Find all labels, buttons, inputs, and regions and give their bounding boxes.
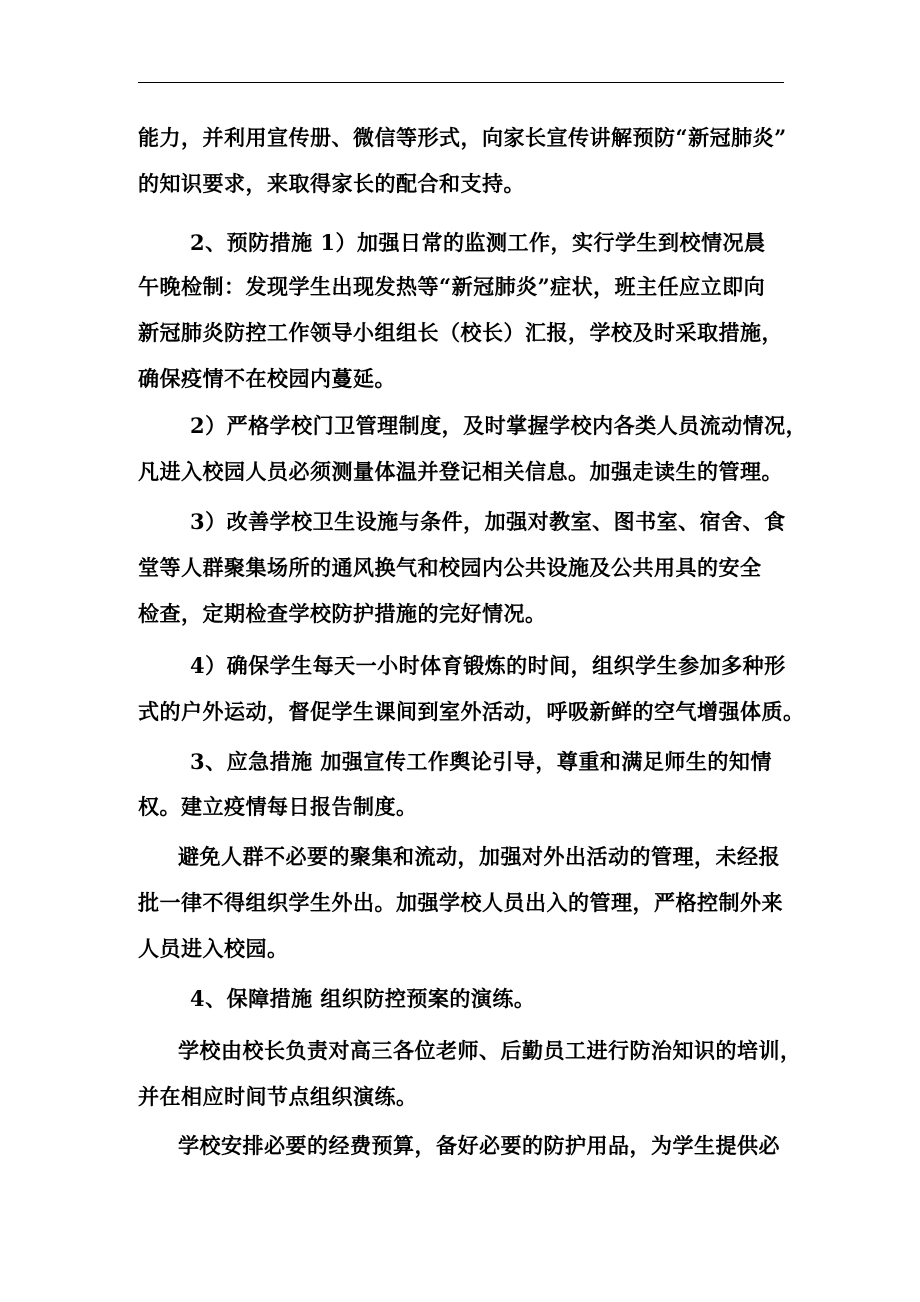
text-line-20: 学校由校长负责对高三各位老师、后勤员工进行防治知识的培训，: [178, 1038, 802, 1063]
text-line-15: 权。建立疫情每日报告制度。: [138, 794, 418, 819]
header-rule: [138, 82, 784, 83]
text-line-5: 新冠肺炎防控工作领导小组组长（校长）汇报，学校及时采取措施，: [138, 320, 783, 345]
text-line-11: 检查，定期检查学校防护措施的完好情况。: [138, 601, 547, 626]
text-line-12: 4）确保学生每天一小时体育锻炼的时间，组织学生参加多种形: [190, 653, 786, 678]
text-line-4: 午晚检制：发现学生出现发热等“新冠肺炎”症状，班主任应立即向: [138, 274, 766, 299]
text-line-7: 2）严格学校门卫管理制度，及时掌握学校内各类人员流动情况，: [190, 413, 808, 438]
text-line-6: 确保疫情不在校园内蔓延。: [138, 366, 396, 391]
text-line-21: 并在相应时间节点组织演练。: [138, 1084, 418, 1109]
text-line-16: 避免人群不必要的聚集和流动，加强对外出活动的管理，未经报: [178, 844, 780, 869]
text-line-14: 3、应急措施 加强宣传工作舆论引导，尊重和满足师生的知情: [190, 749, 772, 774]
text-line-3: 2、预防措施 1）加强日常的监测工作，实行学生到校情况晨: [190, 230, 766, 255]
text-line-2: 的知识要求，来取得家长的配合和支持。: [138, 171, 525, 196]
text-line-18: 人员进入校园。: [138, 936, 289, 961]
text-line-10: 堂等人群聚集场所的通风换气和校园内公共设施及公共用具的安全: [138, 555, 762, 580]
text-line-8: 凡进入校园人员必须测量体温并登记相关信息。加强走读生的管理。: [138, 459, 783, 484]
text-line-19: 4、保障措施 组织防控预案的演练。: [190, 986, 536, 1011]
text-line-13: 式的户外运动，督促学生课间到室外活动，呼吸新鲜的空气增强体质。: [138, 699, 805, 724]
text-line-9: 3）改善学校卫生设施与条件，加强对教室、图书室、宿舍、食: [190, 509, 786, 534]
text-line-1: 能力，并利用宣传册、微信等形式，向家长宣传讲解预防“新冠肺炎”: [138, 125, 787, 150]
text-line-22: 学校安排必要的经费预算，备好必要的防护用品，为学生提供必: [178, 1133, 780, 1158]
text-line-17: 批一律不得组织学生外出。加强学校人员出入的管理，严格控制外来: [138, 890, 783, 915]
